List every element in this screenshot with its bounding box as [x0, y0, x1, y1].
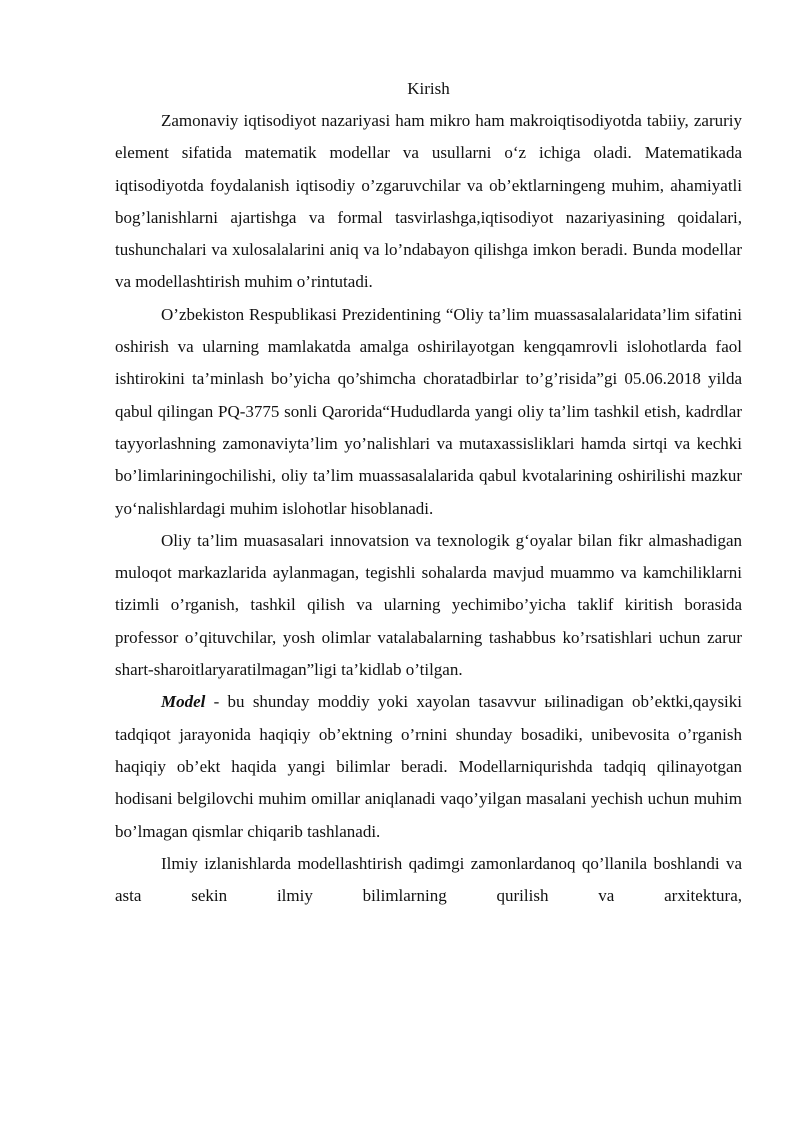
- paragraph-text: Ilmiy izlanishlarda modellashtirish qadimgi zamonlardanoq qo’llanila boshlandi va asta sekin ilmiy bilimlarning qurilish va arxitektura,: [115, 853, 742, 906]
- paragraph-model-definition: [115, 686, 742, 847]
- document-page: [115, 75, 742, 912]
- paragraph-text: O’zbekiston Respublikasi Prezidentining “Oliy ta’lim muassasalalaridata’lim sifatini oshirish va ularning mamlakatda amalga oshirilayotgan kengqamrovli islohotlarda faol ishtirokini ta’minlash bo’yicha qo’shimcha choratadbirlar to’g’risida”gi 05.06.2018 yilda qabul qilingan PQ-3775 sonli Qarorida“Hududlarda yangi oliy ta’lim tashkil etish, kadrdlar tayyorlashning zamonaviyta’lim yo’nalishlari va mutaxassisliklari hamda sirtqi va kechki bo’limlariningochilishi, oliy ta’lim muassasalalarida qabul kvotalarining oshirilishi mazkur yo‘nalishlardagi muhim islohotlar hisoblanadi.: [115, 304, 742, 518]
- term-model: Model: [161, 692, 206, 712]
- paragraph-intro: [115, 105, 742, 299]
- paragraph-text: Zamonaviy iqtisodiyot nazariyasi ham mikro ham makroiqtisodiyotda tabiiy, zaruriy element sifatida matematik modellar va usullarni o‘z ichiga oladi. Matematikada iqtisodiyotda foydalanish iqtisodiy o’zgaruvchilar va ob’ektlarningeng muhim, ahamiyatli bog’lanishlarni ajartishga va formal tasvirlashga,iqtisodiyot nazariyasining qoidalari, tushunchalari va xulosalalarini aniq va lo’ndabayon qilishga imkon beradi. Bunda modellar va modellashtirish muhim o’rintutadi.: [115, 111, 742, 292]
- paragraph-text: Oliy ta’lim muasasalari innovatsion va texnologik g‘oyalar bilan fikr almashadigan muloqot markazlarida aylanmagan, tegishli sohalarda mavjud muammo va kamchiliklarni tizimli o’rganish, tashkil qilish va ularning yechimibo’yicha taklif kiritish borasida professor o’qituvchilar, yosh olimlar vatalabalarning tashabbus ko’rsatishlari uchun zarur shart-sharoitlaryaratilmagan”ligi ta’kidlab o’tilgan.: [115, 530, 742, 680]
- page-title: Kirish: [407, 79, 450, 98]
- paragraph-modeling-history: [115, 848, 742, 913]
- paragraph-decree: [115, 299, 742, 525]
- paragraph-universities: [115, 525, 742, 686]
- paragraph-text: - bu shunday moddiy yoki xayolan tasavvur ыilinadigan ob’ektki,qaysiki tadqiqot jarayonida haqiqiy ob’ektning o’rnini shunday bosadiki, unibevosita o’rganish haqiqiy ob’ekt haqida yangi bilimlar beradi. Modellarniqurishda tadqiq qilinayotgan hodisani belgilovchi muhim omillar aniqlanadi vaqo’yilgan masalani yechish uchun muhim bo’lmagan qismlar chiqarib tashlanadi.: [115, 692, 742, 841]
